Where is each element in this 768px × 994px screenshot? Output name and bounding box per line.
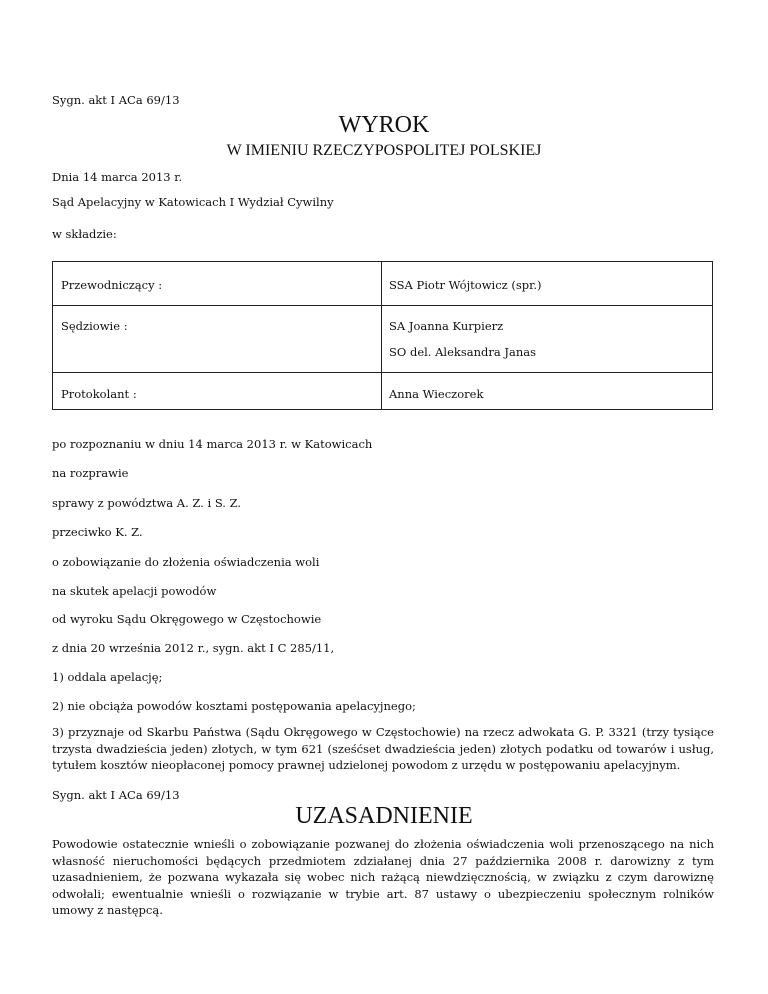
judges-label: Sędziowie : <box>61 319 128 333</box>
composition-label: w składzie: <box>52 227 117 241</box>
case-signature-justification: Sygn. akt I ACa 69/13 <box>52 788 180 802</box>
ruling-item: 2) nie obciąża powodów kosztami postępowania apelacyjnego; <box>52 699 416 713</box>
court-panel-table <box>52 261 713 410</box>
justification-title: UZASADNIENIE <box>295 803 473 829</box>
table-column-divider <box>381 262 382 409</box>
chair-value: SSA Piotr Wójtowicz (spr.) <box>389 278 542 292</box>
chair-label: Przewodniczący : <box>61 278 163 292</box>
clerk-value: Anna Wieczorek <box>389 387 484 401</box>
judgment-date: Dnia 14 marca 2013 r. <box>52 170 183 184</box>
justification-paragraph: Powodowie ostatecznie wnieśli o zobowiązanie pozwanej do złożenia oświadczenia woli przenoszącego na nich własność nieruchomości będących przedmiotem zdziałanej dnia 27 października 2008 r. darowizny z tym uzasadnieniem, że pozwana wykazała się wobec nich rażącą niewdzięcznością, w związku z czym darowiznę odwołali; ewentualnie wnieśli o rozwiązanie w trybie art. 87 ustawy o ubezpieczeniu społecznym rolników umowy z następcą. <box>52 837 714 917</box>
document-subtitle: W IMIENIU RZECZYPOSPOLITEJ POLSKIEJ <box>226 142 542 159</box>
judge-1: SA Joanna Kurpierz <box>389 319 504 333</box>
table-row-divider <box>53 305 712 306</box>
body-line: sprawy z powództwa A. Z. i S. Z. <box>52 496 242 510</box>
body-line: od wyroku Sądu Okręgowego w Częstochowie <box>52 612 322 626</box>
body-line: z dnia 20 września 2012 r., sygn. akt I C 285/11, <box>52 641 335 655</box>
judge-2: SO del. Aleksandra Janas <box>389 345 537 359</box>
table-row-divider <box>53 372 712 373</box>
court-name: Sąd Apelacyjny w Katowicach I Wydział Cywilny <box>52 195 334 209</box>
ruling-item: 1) oddala apelację; <box>52 670 163 684</box>
body-line: po rozpoznaniu w dniu 14 marca 2013 r. w Katowicach <box>52 437 373 451</box>
case-signature-top: Sygn. akt I ACa 69/13 <box>52 93 180 107</box>
body-line: o zobowiązanie do złożenia oświadczenia woli <box>52 555 320 569</box>
document-title: WYROK <box>338 112 430 138</box>
clerk-label: Protokolant : <box>61 387 137 401</box>
body-line: na skutek apelacji powodów <box>52 584 217 598</box>
body-line: przeciwko K. Z. <box>52 525 143 539</box>
ruling-item: 3) przyznaje od Skarbu Państwa (Sądu Okręgowego w Częstochowie) na rzecz adwokata G. P. 3321 (trzy tysiące trzysta dwadzieścia jeden) złotych, w tym 621 (sześćset dwadzieścia jeden) złotych podatku od towarów i usług, tytułem kosztów nieopłaconej pomocy prawnej udzielonej powodom z urzędu w postępowaniu apelacyjnym. <box>52 725 714 772</box>
body-line: na rozprawie <box>52 466 129 480</box>
